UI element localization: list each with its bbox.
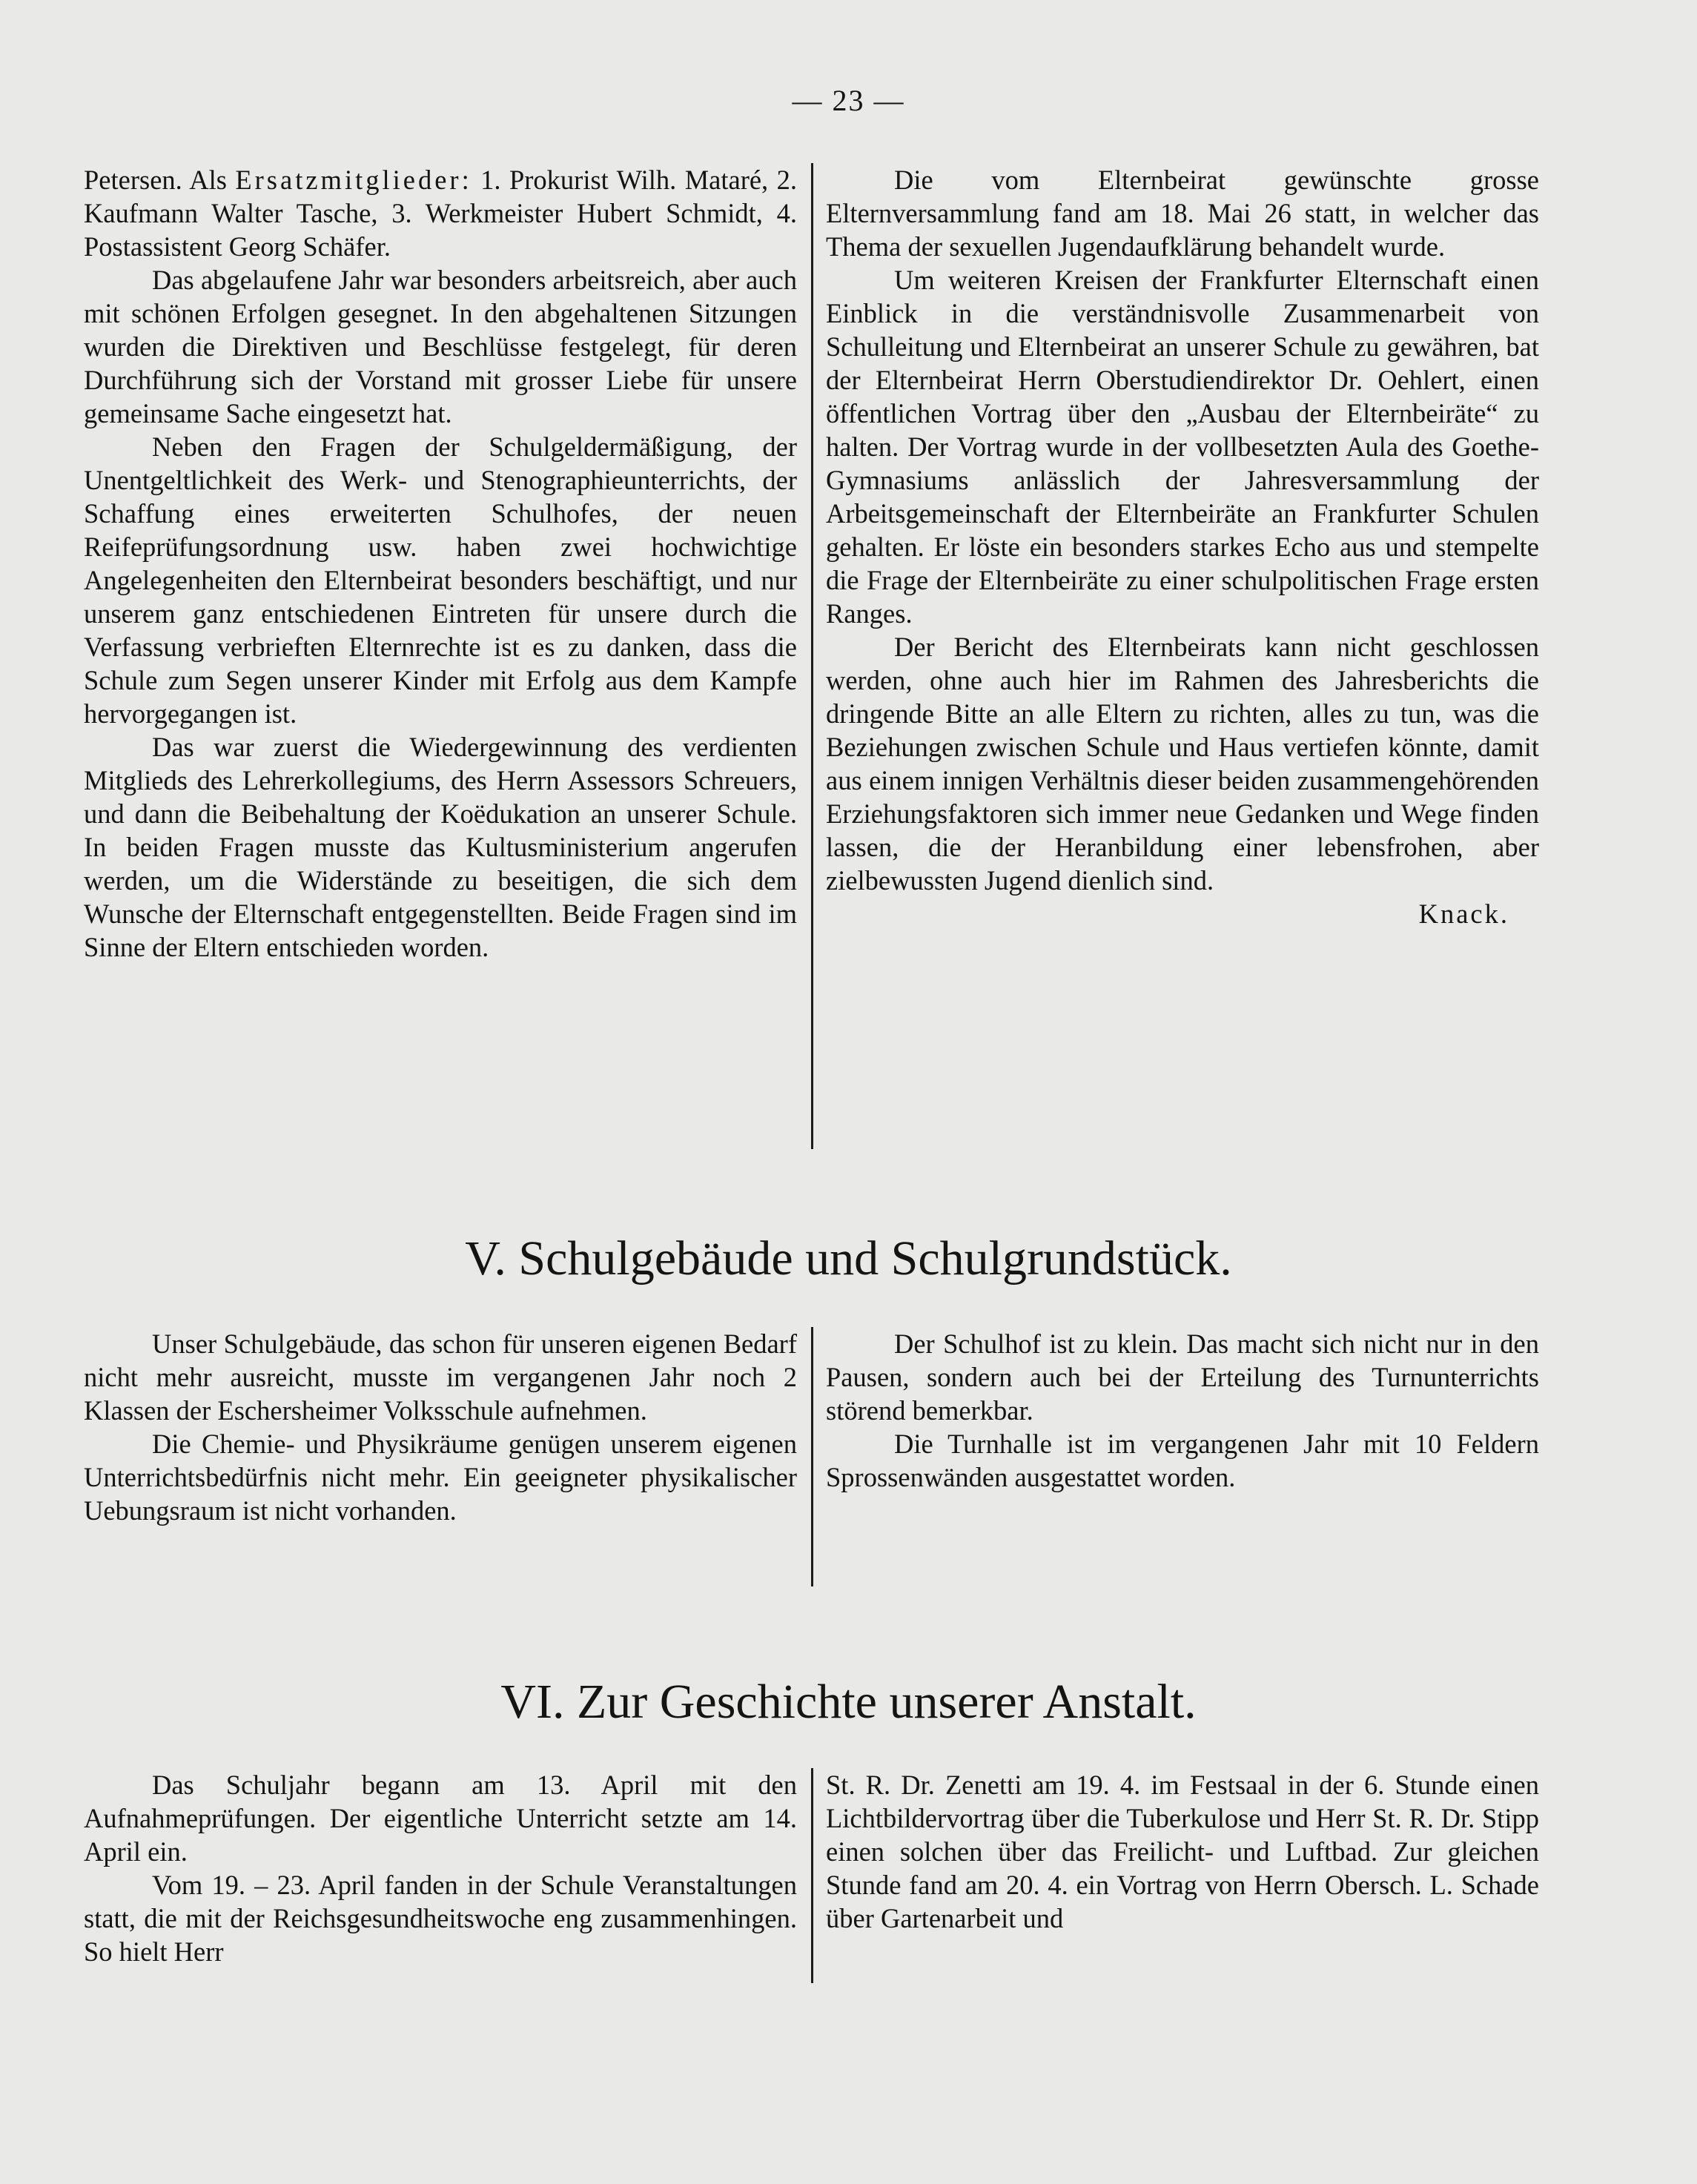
paragraph: Das war zuerst die Wiedergewinnung des verdienten Mitglieds des Lehrerkollegiums, des Herrn Assessors Schreuers, und dann die Beibehaltung der Koëdukation an unserer Schule. In beiden Fragen musste das Kultusministerium angerufen werden, um die Widerstände zu beseitigen, die sich dem Wunsche der Elternschaft entgegenstellten. Beide Fragen sind im Sinne der Eltern entschieden worden. [84,732,797,962]
section-geschichte [84,1768,1539,1983]
paragraph: Das abgelaufene Jahr war besonders arbeitsreich, aber auch mit schönen Erfolgen gesegnet. In den abgehaltenen Sitzungen wurden die Direktiven und Beschlüsse festgelegt, für deren Durchführung sich der Vorstand mit grosser Liebe für unsere gemeinsame Sache eingesetzt hat. [84,265,797,428]
section-schulgebaeude [84,1327,1539,1586]
paragraph: Die Chemie- und Physikräume genügen unserem eigenen Unterrichtsbedürfnis nicht mehr. Ein geeigneter physikalischer Uebungsraum ist nicht vorhanden. [84,1429,797,1526]
paragraph: Unser Schulgebäude, das schon für unseren eigenen Bedarf nicht mehr ausreicht, musste im vergangenen Jahr noch 2 Klassen der Eschersheimer Volksschule aufnehmen. [84,1328,797,1426]
column-divider [811,163,813,1149]
paragraph: Neben den Fragen der Schulgeldermäßigung, der Unentgeltlichkeit des Werk- und Stenographieunterrichts, der Schaffung eines erweiterten Schulhofes, der neuen Reifeprüfungsordnung usw. haben zwei hochwichtige Angelegenheiten den Elternbeirat besonders beschäftigt, und nur unserem ganz entschiedenen Eintreten für unsere durch die Verfassung verbrieften Elternrechte ist es zu danken, dass die Schule zum Segen unserer Kinder mit Erfolg aus dem Kampfe hervorgegangen ist. [84,431,797,729]
section-elternbeirat-continued [84,163,1539,1149]
paragraph: Die vom Elternbeirat gewünschte grosse Elternversammlung fand am 18. Mai 26 statt, in welcher das Thema der sexuellen Jugendaufklärung behandelt wurde. [826,165,1539,262]
right-column [826,163,1539,1149]
left-column [84,163,797,1149]
paragraph: Die Turnhalle ist im vergangenen Jahr mit 10 Feldern Sprossenwänden ausgestattet worden. [826,1429,1539,1492]
left-column [84,1327,797,1586]
paragraph: Vom 19. – 23. April fanden in der Schule Veranstaltungen statt, die mit der Reichsgesundheitswoche eng zusammenhingen. So hielt Herr [84,1870,797,1967]
paragraph: Um weiteren Kreisen der Frankfurter Elternschaft einen Einblick in die verständnisvolle Zusammenarbeit von Schulleitung und Elternbeirat an unserer Schule zu gewähren, bat der Elternbeirat Herrn Oberstudiendirektor Dr. Oehlert, einen öffentlichen Vortrag über den „Ausbau der Elternbeiräte“ zu halten. Der Vortrag wurde in der vollbesetzten Aula des Goethe-Gymnasiums anlässlich der Jahresversammlung der Arbeitsgemeinschaft der Elternbeiräte an Frankfurter Schulen gehalten. Er löste ein besonders starkes Echo aus und stempelte die Frage der Elternbeiräte zu einer schulpolitischen Frage ersten Ranges. [826,265,1539,629]
paragraph: St. R. Dr. Zenetti am 19. 4. im Festsaal in der 6. Stunde einen Lichtbildervortrag über die Tuberkulose und Herr St. R. Dr. Stipp einen solchen über das Freilicht- und Luftbad. Zur gleichen Stunde fand am 20. 4. ein Vortrag von Herrn Obersch. L. Schade über Gartenarbeit und [826,1770,1539,1933]
paragraph: Petersen. Als Ersatzmitglieder: 1. Prokurist Wilh. Mataré, 2. Kaufmann Walter Tasche, 3. Werkmeister Hubert Schmidt, 4. Postassistent Georg Schäfer. [84,165,797,262]
paragraph: Der Bericht des Elternbeirats kann nicht geschlossen werden, ohne auch hier im Rahmen des Jahresberichts die dringende Bitte an alle Eltern zu richten, alles zu tun, was die Beziehungen zwischen Schule und Haus vertiefen könnte, damit aus einem innigen Verhältnis dieser beiden zusammengehörenden Erziehungsfaktoren sich immer neue Gedanken und Wege finden lassen, die der Heranbildung einer lebensfrohen, aber zielbewussten Jugend dienlich sind. [826,632,1539,896]
left-column [84,1768,797,1983]
right-column [826,1768,1539,1983]
page-number: — 23 — [792,84,905,117]
spaced-term: Ersatzmitglieder: [235,165,472,195]
column-divider [811,1768,813,1983]
section-heading-v: V. Schulgebäude und Schulgrundstück. [465,1231,1232,1285]
section-heading-vi: VI. Zur Geschichte unserer Anstalt. [500,1675,1197,1729]
paragraph: Der Schulhof ist zu klein. Das macht sich nicht nur in den Pausen, sondern auch bei der Erteilung des Turnunterrichts störend bemerkbar. [826,1328,1539,1426]
column-divider [811,1327,813,1586]
signature: Knack. [1418,899,1509,929]
paragraph: Das Schuljahr begann am 13. April mit den Aufnahmeprüfungen. Der eigentliche Unterricht setzte am 14. April ein. [84,1770,797,1867]
right-column [826,1327,1539,1586]
